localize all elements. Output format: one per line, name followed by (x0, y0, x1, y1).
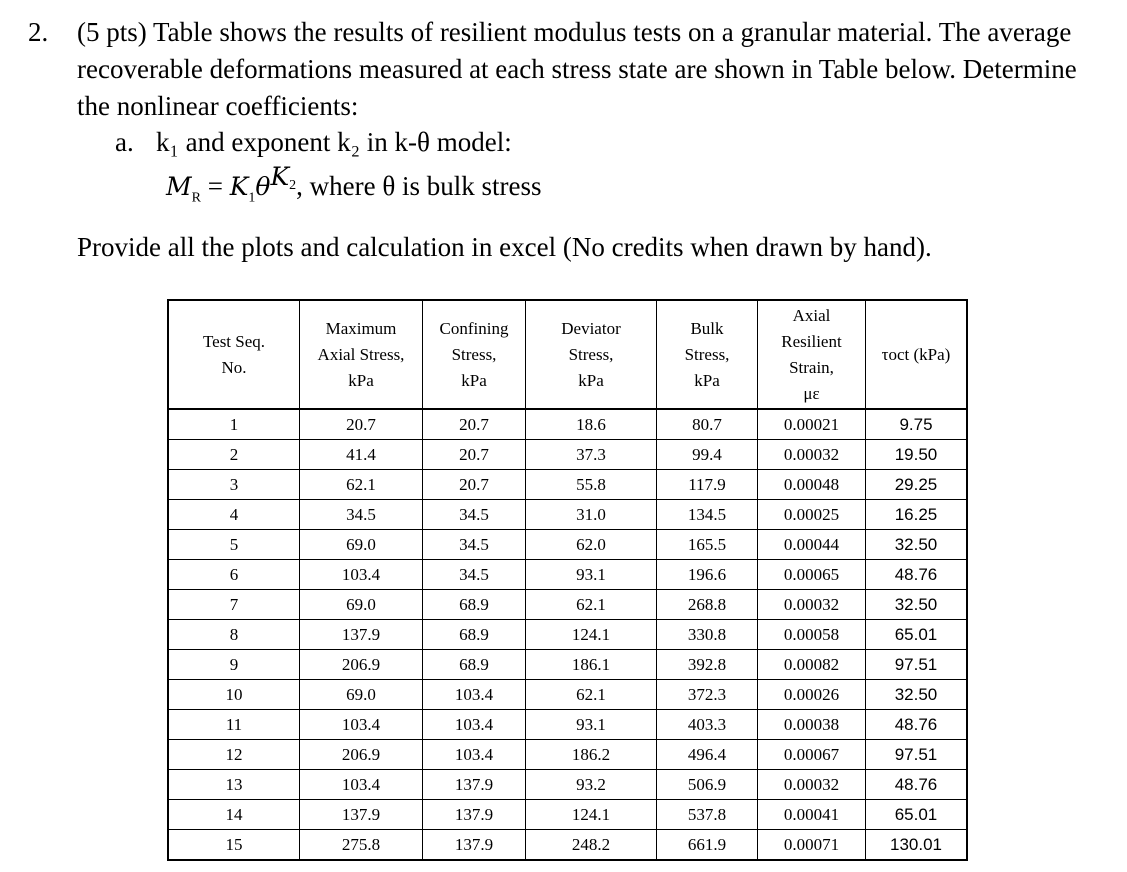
formula-equals: = (200, 171, 230, 201)
header-line: Stress, (568, 344, 614, 364)
header-line: με (803, 383, 820, 403)
table-cell: 65.01 (866, 620, 968, 650)
table-cell: 32.50 (866, 530, 968, 560)
header-line: Resilient (781, 331, 842, 351)
table-cell: 137.9 (423, 770, 526, 800)
header-line: Deviator (561, 318, 621, 338)
table-cell: 0.00058 (758, 620, 866, 650)
table-cell: 0.00065 (758, 560, 866, 590)
table-cell: 0.00032 (758, 590, 866, 620)
table-cell: 137.9 (300, 620, 423, 650)
table-cell: 0.00038 (758, 710, 866, 740)
table-cell: 65.01 (866, 800, 968, 830)
header-line: kPa (694, 370, 720, 390)
table-cell: 117.9 (657, 470, 758, 500)
table-cell: 93.2 (526, 770, 657, 800)
table-cell: 186.2 (526, 740, 657, 770)
table-cell: 134.5 (657, 500, 758, 530)
table-cell: 103.4 (423, 680, 526, 710)
table-cell: 0.00032 (758, 440, 866, 470)
table-row (168, 740, 967, 770)
problem-statement (28, 14, 1108, 125)
table-cell: 20.7 (300, 409, 423, 440)
table-cell: 1 (168, 409, 300, 440)
column-header (526, 300, 657, 409)
table-cell: 0.00048 (758, 470, 866, 500)
column-header (423, 300, 526, 409)
table-cell: 15 (168, 830, 300, 861)
column-header (168, 300, 300, 409)
table-cell: 19.50 (866, 440, 968, 470)
table-cell: 248.2 (526, 830, 657, 861)
table-cell: 13 (168, 770, 300, 800)
table-cell: 165.5 (657, 530, 758, 560)
table-cell: 32.50 (866, 680, 968, 710)
table-cell: 130.01 (866, 830, 968, 861)
table-cell: 0.00067 (758, 740, 866, 770)
table-cell: 137.9 (423, 800, 526, 830)
table-cell: 69.0 (300, 680, 423, 710)
table-cell: 2 (168, 440, 300, 470)
table-cell: 392.8 (657, 650, 758, 680)
table-cell: 48.76 (866, 710, 968, 740)
table-cell: 7 (168, 590, 300, 620)
table-cell: 68.9 (423, 590, 526, 620)
table-row (168, 680, 967, 710)
formula-exp-sub: 2 (289, 177, 297, 193)
header-line: Bulk (690, 318, 724, 338)
table-cell: 55.8 (526, 470, 657, 500)
header-line: Test Seq. (202, 331, 266, 351)
table-cell: 124.1 (526, 620, 657, 650)
table-cell: 20.7 (423, 470, 526, 500)
table-cell: 34.5 (423, 530, 526, 560)
table-cell: 0.00044 (758, 530, 866, 560)
formula-lhs: M (166, 172, 192, 201)
table-cell: 0.00082 (758, 650, 866, 680)
table-cell: 20.7 (423, 440, 526, 470)
table-cell: 34.5 (423, 560, 526, 590)
table-cell: 16.25 (866, 500, 968, 530)
table-cell: 62.0 (526, 530, 657, 560)
table-row (168, 800, 967, 830)
header-line: Axial Stress, (317, 344, 405, 364)
resilient-modulus-table (167, 299, 968, 861)
model-formula (166, 162, 542, 206)
table-row (168, 650, 967, 680)
table-row (168, 620, 967, 650)
table-cell: 137.9 (423, 830, 526, 861)
table-cell: 93.1 (526, 710, 657, 740)
table-cell: 68.9 (423, 650, 526, 680)
formula-theta: θ (255, 172, 271, 201)
table-cell: 4 (168, 500, 300, 530)
table-cell: 8 (168, 620, 300, 650)
table-cell: 103.4 (300, 560, 423, 590)
table-cell: 68.9 (423, 620, 526, 650)
formula-k1-sub: 1 (248, 190, 256, 206)
table-row (168, 710, 967, 740)
column-header (866, 300, 968, 409)
table-cell: 103.4 (423, 740, 526, 770)
table-row (168, 440, 967, 470)
problem-number: 2. (28, 17, 49, 47)
header-line: Stress, (451, 344, 497, 364)
table-cell: 6 (168, 560, 300, 590)
table-cell: 11 (168, 710, 300, 740)
table-cell: 69.0 (300, 590, 423, 620)
table-cell: 80.7 (657, 409, 758, 440)
header-line: τoct (kPa) (881, 344, 951, 364)
table-cell: 3 (168, 470, 300, 500)
table-row (168, 500, 967, 530)
table-cell: 62.1 (526, 590, 657, 620)
formula-exp-k: K (270, 162, 290, 191)
formula-k1: K (229, 172, 249, 201)
table-cell: 124.1 (526, 800, 657, 830)
table-cell: 537.8 (657, 800, 758, 830)
table-cell: 9 (168, 650, 300, 680)
instruction-text: Provide all the plots and calculation in excel (No credits when drawn by hand). (77, 232, 932, 262)
table-cell: 661.9 (657, 830, 758, 861)
table-cell: 330.8 (657, 620, 758, 650)
table-cell: 496.4 (657, 740, 758, 770)
table-cell: 186.1 (526, 650, 657, 680)
column-header (657, 300, 758, 409)
table-cell: 32.50 (866, 590, 968, 620)
table-cell: 103.4 (300, 710, 423, 740)
table-cell: 10 (168, 680, 300, 710)
table-cell: 206.9 (300, 650, 423, 680)
header-line: Axial (792, 305, 831, 325)
header-line: Stress, (684, 344, 730, 364)
table-cell: 506.9 (657, 770, 758, 800)
header-line: Strain, (789, 357, 834, 377)
table-row (168, 560, 967, 590)
table-cell: 103.4 (300, 770, 423, 800)
table-cell: 34.5 (423, 500, 526, 530)
table-cell: 268.8 (657, 590, 758, 620)
table-cell: 41.4 (300, 440, 423, 470)
formula-lhs-sub: R (191, 190, 201, 206)
part-a-label: a. (115, 127, 134, 157)
table-cell: 206.9 (300, 740, 423, 770)
table-cell: 0.00032 (758, 770, 866, 800)
table-cell: 97.51 (866, 650, 968, 680)
formula-exponent (270, 162, 297, 193)
table-cell: 103.4 (423, 710, 526, 740)
table-body (168, 409, 967, 860)
column-header (300, 300, 423, 409)
table-cell: 62.1 (526, 680, 657, 710)
part-a-text: k₁ and exponent k₂ in k-θ model: (156, 127, 512, 157)
table-cell: 34.5 (300, 500, 423, 530)
table-cell: 9.75 (866, 409, 968, 440)
table-cell: 196.6 (657, 560, 758, 590)
table-cell: 62.1 (300, 470, 423, 500)
formula-suffix: , where θ is bulk stress (296, 171, 542, 201)
table-cell: 97.51 (866, 740, 968, 770)
table-cell: 137.9 (300, 800, 423, 830)
table-row (168, 530, 967, 560)
header-line: Confining (439, 318, 509, 338)
table-header-row (168, 300, 967, 409)
table-cell: 93.1 (526, 560, 657, 590)
table-cell: 0.00041 (758, 800, 866, 830)
table-cell: 275.8 (300, 830, 423, 861)
table-cell: 48.76 (866, 560, 968, 590)
table-cell: 48.76 (866, 770, 968, 800)
table-cell: 403.3 (657, 710, 758, 740)
table-cell: 0.00026 (758, 680, 866, 710)
table-row (168, 590, 967, 620)
table-cell: 69.0 (300, 530, 423, 560)
table-row (168, 409, 967, 440)
table-cell: 0.00025 (758, 500, 866, 530)
header-line: kPa (578, 370, 604, 390)
table-cell: 12 (168, 740, 300, 770)
table-cell: 0.00021 (758, 409, 866, 440)
table-cell: 99.4 (657, 440, 758, 470)
table-row (168, 830, 967, 861)
table-cell: 372.3 (657, 680, 758, 710)
header-line: Maximum (325, 318, 397, 338)
header-line: kPa (461, 370, 487, 390)
header-line: No. (221, 357, 247, 377)
table-cell: 31.0 (526, 500, 657, 530)
table-cell: 5 (168, 530, 300, 560)
table-cell: 29.25 (866, 470, 968, 500)
table-cell: 18.6 (526, 409, 657, 440)
table-cell: 0.00071 (758, 830, 866, 861)
table-cell: 14 (168, 800, 300, 830)
header-line: kPa (348, 370, 374, 390)
table-row (168, 770, 967, 800)
table-row (168, 470, 967, 500)
table-cell: 37.3 (526, 440, 657, 470)
problem-text: (5 pts) Table shows the results of resilient modulus tests on a granular material. The average recoverable deformations measured at each stress state are shown in Table below. Determine the nonlinear coefficients: (77, 17, 1077, 121)
table-cell: 20.7 (423, 409, 526, 440)
column-header (758, 300, 866, 409)
